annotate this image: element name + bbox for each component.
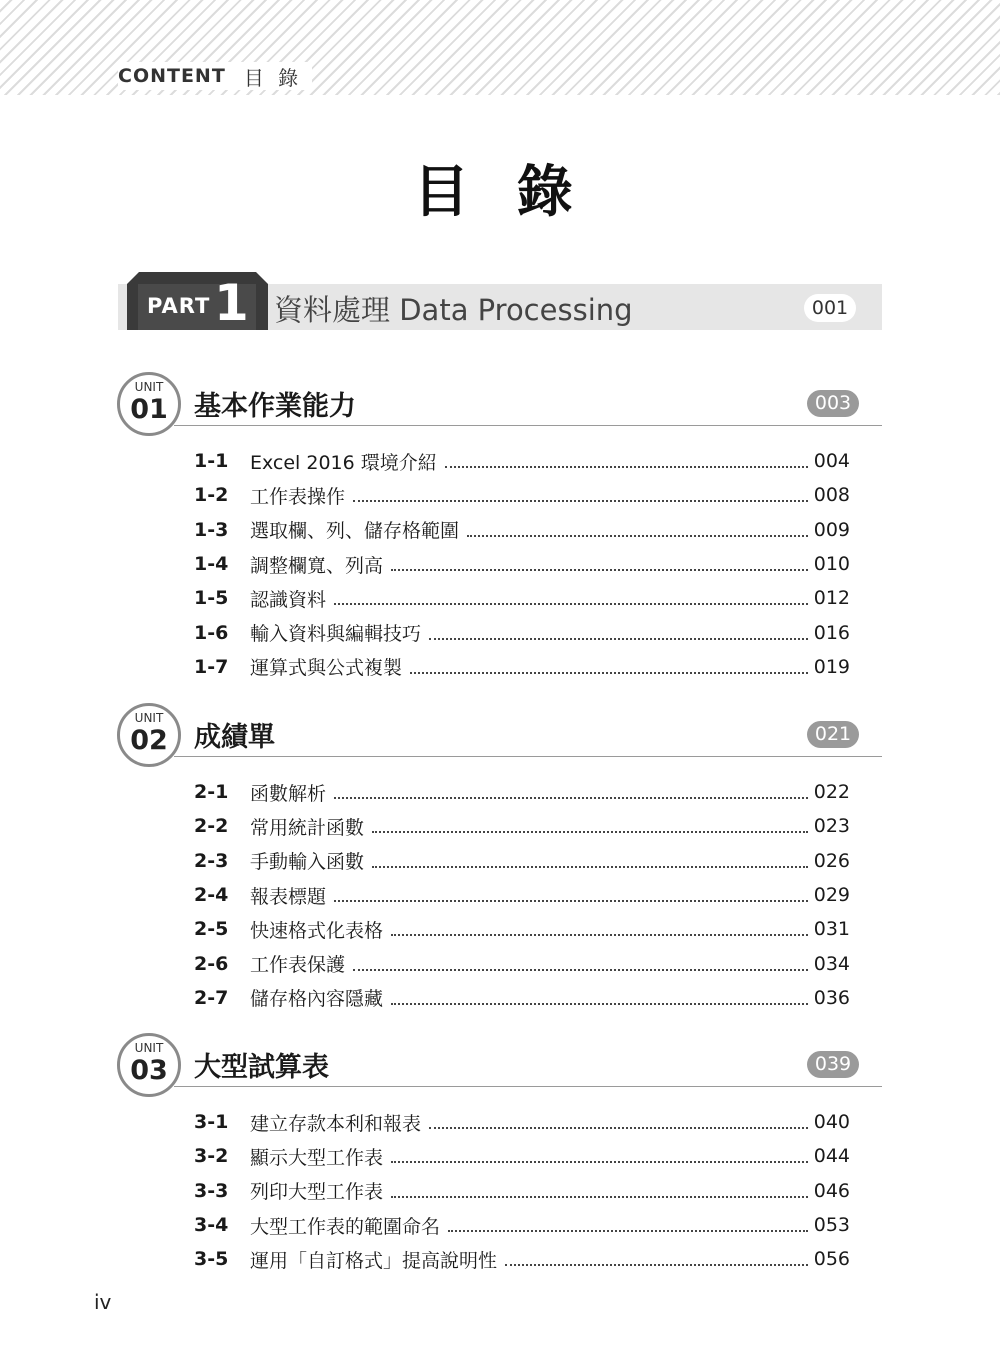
dot-leader xyxy=(391,569,808,571)
toc-entry-page: 012 xyxy=(813,587,850,610)
unit-page-number: 039 xyxy=(807,1051,859,1078)
toc-entry-title: 選取欄、列、儲存格範圍 xyxy=(250,520,460,543)
unit-page-number: 003 xyxy=(807,390,859,417)
unit-divider xyxy=(174,756,882,757)
toc-entry-number: 1-5 xyxy=(194,587,229,610)
toc-entry-title: 輸入資料與編輯技巧 xyxy=(250,623,422,646)
part-label: PART xyxy=(147,294,211,318)
toc-entry-number: 2-1 xyxy=(194,781,229,804)
unit-badge xyxy=(117,372,181,436)
toc-entry-page: 004 xyxy=(813,450,850,473)
toc-entry-title: 大型工作表的範圍命名 xyxy=(250,1215,441,1238)
unit-divider xyxy=(174,1086,882,1087)
toc-entry-title: 認識資料 xyxy=(250,588,327,611)
toc-entry-title: 快速格式化表格 xyxy=(250,919,384,942)
dot-leader xyxy=(467,535,808,537)
toc-entry-page: 046 xyxy=(813,1179,850,1202)
toc-entry[interactable] xyxy=(194,1242,850,1276)
unit-word: UNIT xyxy=(134,1041,164,1055)
dot-leader xyxy=(429,638,808,640)
toc-entry-page: 016 xyxy=(813,621,850,644)
toc-entry-number: 2-7 xyxy=(194,986,229,1009)
dot-leader xyxy=(391,1161,808,1163)
page-title: 目 錄 xyxy=(413,159,587,225)
toc-entry-page: 036 xyxy=(813,986,850,1009)
running-head-zh: 目 錄 xyxy=(243,65,303,90)
toc-entry[interactable] xyxy=(194,581,850,615)
toc-entry-page: 031 xyxy=(813,918,850,941)
dot-leader xyxy=(372,866,808,868)
unit-badge xyxy=(117,703,181,767)
toc-entry[interactable] xyxy=(194,444,850,478)
toc-entry[interactable] xyxy=(194,912,850,946)
toc-entry-title: 工作表保護 xyxy=(250,954,346,977)
toc-entry[interactable] xyxy=(194,513,850,547)
toc-entry-number: 3-2 xyxy=(194,1145,229,1168)
toc-entry-page: 008 xyxy=(813,484,850,507)
dot-leader xyxy=(445,466,808,468)
unit-title[interactable]: 成績單 xyxy=(194,722,275,753)
toc-entry-page: 026 xyxy=(813,849,850,872)
unit-divider xyxy=(174,425,882,426)
toc-entry-title: 建立存款本利和報表 xyxy=(250,1112,422,1135)
toc-entry-page: 040 xyxy=(813,1111,850,1134)
toc-entry-page: 034 xyxy=(813,952,850,975)
unit-title[interactable]: 大型試算表 xyxy=(194,1052,329,1083)
toc-entry-title: 報表標題 xyxy=(250,885,327,908)
toc-entry-number: 3-1 xyxy=(194,1111,229,1134)
dot-leader xyxy=(448,1230,808,1232)
toc-entry[interactable] xyxy=(194,981,850,1015)
toc-entry-number: 1-6 xyxy=(194,621,229,644)
toc-list xyxy=(194,444,850,684)
toc-entry[interactable] xyxy=(194,946,850,980)
dot-leader xyxy=(372,831,808,833)
toc-entry-title: 常用統計函數 xyxy=(250,816,365,839)
unit-number: 03 xyxy=(130,1055,168,1086)
toc-entry-number: 2-2 xyxy=(194,815,229,838)
toc-entry-number: 2-6 xyxy=(194,952,229,975)
toc-entry-title: 運算式與公式複製 xyxy=(250,657,403,680)
toc-entry-title: 運用「自訂格式」提高說明性 xyxy=(250,1249,498,1272)
dot-leader xyxy=(334,797,808,799)
toc-entry-page: 056 xyxy=(813,1248,850,1271)
toc-entry-page: 029 xyxy=(813,884,850,907)
toc-entry[interactable] xyxy=(194,547,850,581)
dot-leader xyxy=(353,969,808,971)
toc-entry-page: 023 xyxy=(813,815,850,838)
toc-entry-title: 函數解析 xyxy=(250,782,327,805)
toc-entry-number: 3-3 xyxy=(194,1179,229,1202)
unit-badge xyxy=(117,1033,181,1097)
toc-entry-number: 2-4 xyxy=(194,884,229,907)
toc-entry-number: 1-1 xyxy=(194,450,229,473)
toc-entry[interactable] xyxy=(194,1208,850,1242)
toc-entry[interactable] xyxy=(194,615,850,649)
toc-entry-page: 019 xyxy=(813,655,850,678)
toc-entry-number: 1-7 xyxy=(194,655,229,678)
toc-entry-title: 工作表操作 xyxy=(250,485,346,508)
toc-list xyxy=(194,1105,850,1276)
part-number: 1 xyxy=(214,274,249,332)
toc-entry[interactable] xyxy=(194,878,850,912)
toc-entry-page: 044 xyxy=(813,1145,850,1168)
toc-entry-page: 010 xyxy=(813,553,850,576)
dot-leader xyxy=(505,1264,808,1266)
toc-entry[interactable] xyxy=(194,809,850,843)
toc-entry-page: 009 xyxy=(813,518,850,541)
dot-leader xyxy=(429,1127,808,1129)
dot-leader xyxy=(353,500,808,502)
toc-entry-title: 列印大型工作表 xyxy=(250,1181,384,1204)
running-head xyxy=(118,62,312,90)
toc-entry[interactable] xyxy=(194,478,850,512)
toc-entry[interactable] xyxy=(194,650,850,684)
toc-entry-title: 顯示大型工作表 xyxy=(250,1146,384,1169)
dot-leader xyxy=(391,934,808,936)
toc-entry-title: 儲存格內容隱藏 xyxy=(250,988,384,1011)
toc-entry-number: 3-5 xyxy=(194,1248,229,1271)
toc-entry-number: 2-5 xyxy=(194,918,229,941)
dot-leader xyxy=(391,1196,808,1198)
part-title: 資料處理 Data Processing xyxy=(274,293,633,327)
toc-entry-number: 1-3 xyxy=(194,518,229,541)
unit-number: 02 xyxy=(130,725,168,756)
dot-leader xyxy=(410,672,808,674)
toc-entry-title: 調整欄寬、列高 xyxy=(250,554,384,577)
toc-list xyxy=(194,775,850,1015)
toc-entry-number: 1-4 xyxy=(194,553,229,576)
unit-title[interactable]: 基本作業能力 xyxy=(194,391,356,422)
toc-entry-title: 手動輸入函數 xyxy=(250,851,365,874)
toc-entry[interactable] xyxy=(194,1174,850,1208)
toc-entry[interactable] xyxy=(194,1105,850,1139)
unit-number: 01 xyxy=(130,394,168,425)
unit-word: UNIT xyxy=(134,711,164,725)
toc-entry-page: 053 xyxy=(813,1214,850,1237)
toc-entry-number: 1-2 xyxy=(194,484,229,507)
unit-page-number: 021 xyxy=(807,721,859,748)
part-page-number: 001 xyxy=(804,294,856,322)
running-head-en: CONTENT xyxy=(118,65,226,87)
toc-entry-number: 2-3 xyxy=(194,849,229,872)
dot-leader xyxy=(334,603,808,605)
toc-entry[interactable] xyxy=(194,844,850,878)
dot-leader xyxy=(391,1003,808,1005)
dot-leader xyxy=(334,900,808,902)
toc-entry[interactable] xyxy=(194,775,850,809)
toc-entry-title: Excel 2016 環境介紹 xyxy=(250,451,437,474)
page-folio: iv xyxy=(94,1290,112,1314)
toc-entry[interactable] xyxy=(194,1139,850,1173)
toc-entry-number: 3-4 xyxy=(194,1214,229,1237)
unit-word: UNIT xyxy=(134,380,164,394)
toc-entry-page: 022 xyxy=(813,781,850,804)
